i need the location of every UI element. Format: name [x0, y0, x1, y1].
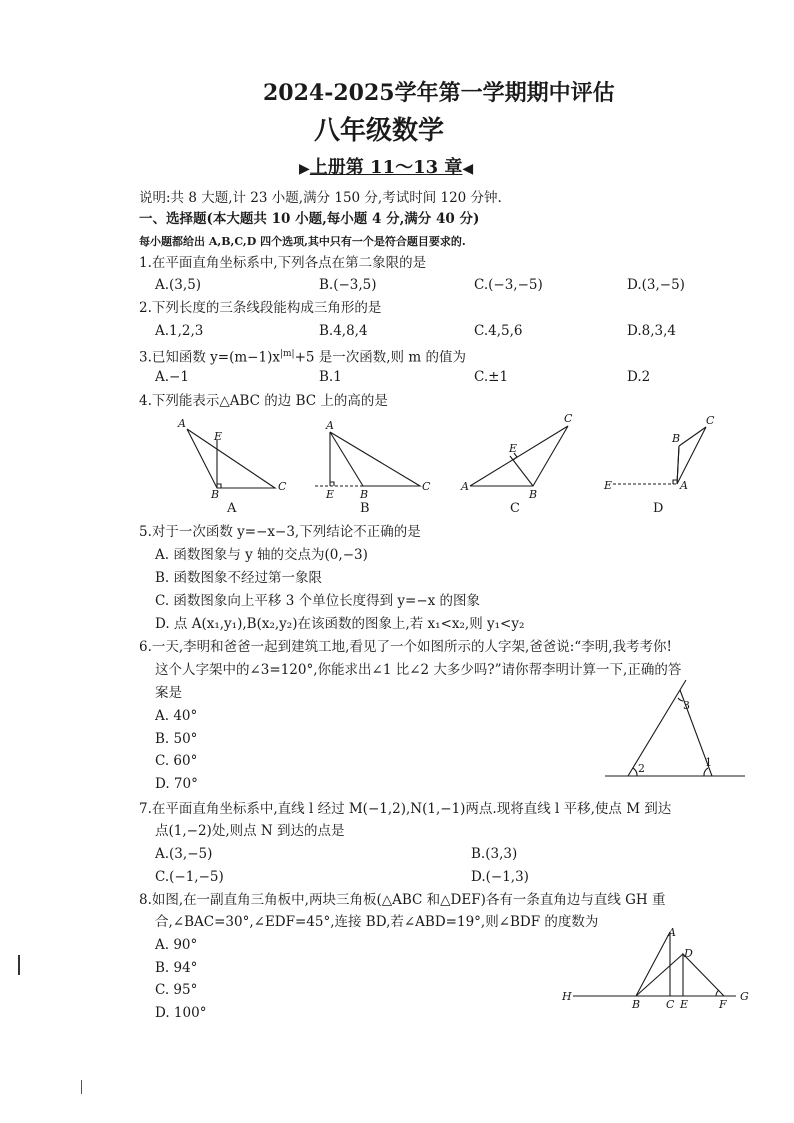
q5-option-b: B. 函数图象不经过第一象限 — [155, 570, 323, 586]
q3-option-d: D.2 — [627, 369, 651, 385]
q6-option-b: B. 50° — [155, 731, 198, 747]
q6-line3: 案是 — [155, 685, 182, 701]
q4d-label-b: B — [672, 432, 681, 445]
q1-option-b: B.(−3,5) — [319, 277, 377, 293]
q6-option-a: A. 40° — [155, 708, 198, 724]
q7-option-c: C.(−1,−5) — [155, 869, 224, 885]
q8-label-h: H — [562, 990, 572, 1003]
q4-figure-b — [315, 419, 431, 516]
q6-angle-1: 1 — [705, 756, 712, 769]
q4b-label-c: C — [422, 480, 431, 493]
q5-option-a: A. 函数图象与 y 轴的交点为(0,−3) — [155, 547, 368, 563]
q4-figure-a — [177, 417, 287, 516]
q7-option-b: B.(3,3) — [471, 846, 518, 862]
q4c-caption: C — [510, 501, 520, 516]
q3-stem — [139, 345, 466, 367]
section1-note: 每小题都给出 A,B,C,D 四个选项,其中只有一个是符合题目要求的. — [139, 235, 466, 248]
q4a-label-c: C — [278, 480, 287, 493]
q2-option-c: C.4,5,6 — [474, 323, 523, 339]
q4-stem: 4.下列能表示△ABC 的边 BC 上的高的是 — [139, 393, 388, 409]
q4b-caption: B — [360, 501, 370, 516]
q3-option-b: B.1 — [319, 369, 342, 385]
q2-option-a: A.1,2,3 — [155, 323, 204, 339]
q4-figures — [150, 410, 730, 520]
q6-option-c: C. 60° — [155, 753, 198, 769]
exam-title: 2024-2025学年第一学期期中评估 — [263, 80, 615, 106]
q8-triangles-figure — [556, 920, 756, 1020]
q6-line2: 这个人字架中的∠3=120°,你能求出∠1 比∠2 大多少吗?”请你帮李明计算一下,正确的答 — [155, 662, 682, 678]
q7-option-d: D.(−1,3) — [471, 869, 529, 885]
instructions: 说明:共 8 大题,计 23 小题,满分 150 分,考试时间 120 分钟. — [139, 190, 502, 206]
scan-mark — [81, 1080, 82, 1094]
subject-title: 八年级数学 — [314, 116, 445, 146]
q6-line1: 6.一天,李明和爸爸一起到建筑工地,看见了一个如图所示的人字架,爸爸说:“李明,我考考你! — [139, 639, 672, 655]
q2-option-d: D.8,3,4 — [627, 323, 676, 339]
q4b-label-a: A — [326, 419, 334, 432]
q1-option-d: D.(3,−5) — [627, 277, 685, 293]
q6-option-d: D. 70° — [155, 776, 198, 792]
q2-option-b: B.4,8,4 — [319, 323, 368, 339]
scan-mark — [18, 955, 20, 975]
q4a-caption: A — [227, 501, 237, 516]
q1-stem: 1.在平面直角坐标系中,下列各点在第二象限的是 — [139, 255, 427, 271]
q8-line1: 8.如图,在一副直角三角板中,两块三角板(△ABC 和△DEF)各有一条直角边与直线 GH 重 — [139, 892, 666, 908]
q8-label-a: A — [668, 926, 676, 939]
q4-figure-c — [460, 412, 573, 516]
q4b-label-e: E — [326, 488, 335, 501]
q7-line1: 7.在平面直角坐标系中,直线 l 经过 M(−1,2),N(1,−1)两点.现将直线 l 平移,使点 M 到达 — [139, 801, 672, 817]
q8-option-b: B. 94° — [155, 960, 198, 976]
q4d-label-e: E — [604, 479, 613, 492]
q4a-label-a: A — [178, 417, 186, 430]
q8-option-c: C. 95° — [155, 982, 198, 998]
q8-label-g: G — [740, 990, 749, 1003]
q8-label-b: B — [632, 998, 641, 1011]
q7-line2: 点(1,−2)处,则点 N 到达的点是 — [155, 823, 345, 839]
scope-text: 上册第 11～13 章 — [309, 157, 463, 178]
q3-stem-exponent: |m| — [279, 349, 295, 359]
q6-angle-2: 2 — [638, 762, 645, 775]
q4d-caption: D — [653, 501, 664, 516]
q8-label-d: D — [684, 947, 693, 960]
q4c-label-c: C — [564, 412, 573, 425]
q4d-label-a: A — [680, 479, 688, 492]
q8-option-d: D. 100° — [155, 1005, 207, 1021]
q6-ladder-figure — [600, 676, 750, 780]
q3-option-c: C.±1 — [474, 369, 509, 385]
q4b-label-b: B — [360, 488, 369, 501]
q4a-label-b: B — [211, 488, 220, 501]
q5-option-c: C. 函数图象向上平移 3 个单位长度得到 y=−x 的图象 — [155, 593, 481, 609]
q8-line2: 合,∠BAC=30°,∠EDF=45°,连接 BD,若∠ABD=19°,则∠BDF 的度数为 — [155, 914, 599, 930]
scope-banner — [299, 153, 473, 179]
arrow-left-icon: ◀ — [462, 161, 474, 177]
q8-label-f: F — [719, 998, 727, 1011]
q1-option-c: C.(−3,−5) — [474, 277, 543, 293]
q1-option-a: A.(3,5) — [155, 277, 202, 293]
q4c-label-a: A — [461, 480, 469, 493]
arrow-right-icon: ▶ — [299, 161, 310, 177]
section1-heading: 一、选择题(本大题共 10 小题,每小题 4 分,满分 40 分) — [139, 211, 480, 227]
q4d-label-c: C — [706, 414, 715, 427]
q5-option-d: D. 点 A(x₁,y₁),B(x₂,y₂)在该函数的图象上,若 x₁<x₂,则 y₁<y₂ — [155, 616, 525, 632]
q3-stem-end: +5 是一次函数,则 m 的值为 — [294, 349, 466, 366]
q6-angle-3: 3 — [683, 699, 690, 712]
q8-label-c: C — [666, 998, 675, 1011]
q2-stem: 2.下列长度的三条线段能构成三角形的是 — [139, 300, 382, 316]
q8-option-a: A. 90° — [155, 937, 198, 953]
q5-stem: 5.对于一次函数 y=−x−3,下列结论不正确的是 — [139, 524, 421, 540]
q4-figure-d — [603, 414, 715, 516]
q4c-label-e: E — [509, 442, 518, 455]
q8-label-e: E — [680, 998, 689, 1011]
q3-stem-start: 3.已知函数 y=(m−1)x — [139, 349, 280, 366]
q4a-label-e: E — [214, 430, 223, 443]
q7-option-a: A.(3,−5) — [155, 846, 213, 862]
q4c-label-b: B — [529, 488, 538, 501]
q3-option-a: A.−1 — [155, 369, 189, 385]
